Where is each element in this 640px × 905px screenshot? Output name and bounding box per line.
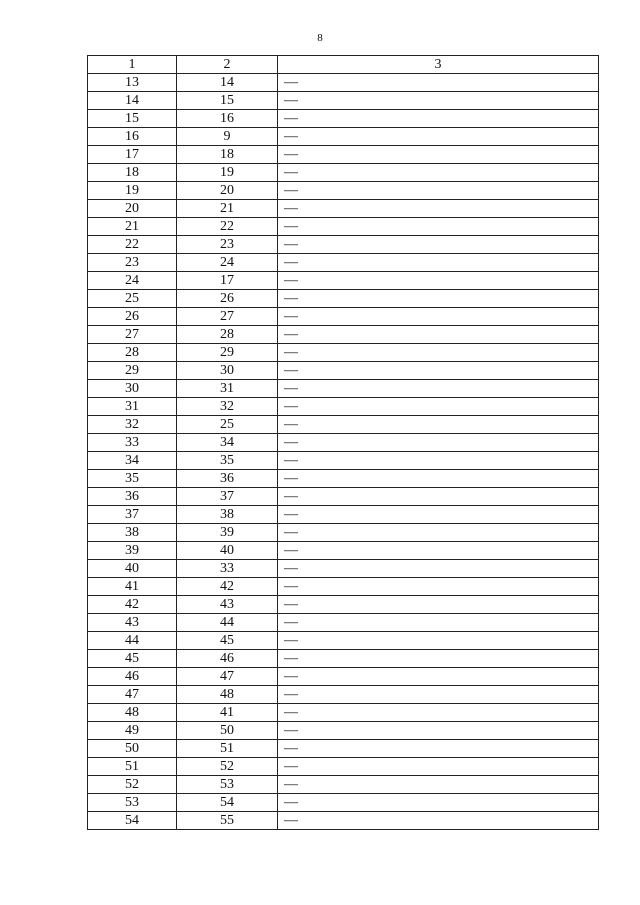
table-cell-col1: 34 [88,452,177,470]
column-header-2: 2 [177,56,278,74]
table-cell-col1: 35 [88,470,177,488]
table-cell-col1: 14 [88,92,177,110]
table-cell-col2: 53 [177,776,278,794]
table-row [88,524,599,542]
table-cell-col1: 48 [88,704,177,722]
table-cell-col2: 55 [177,812,278,830]
table-cell-col2: 19 [177,164,278,182]
table-cell-col2: 32 [177,398,278,416]
table-cell-col3: — [278,272,599,290]
table-row [88,362,599,380]
table-cell-col3: — [278,758,599,776]
table-cell-col1: 23 [88,254,177,272]
table-cell-col3: — [278,182,599,200]
table-cell-col1: 26 [88,308,177,326]
table-cell-col1: 32 [88,416,177,434]
table-row [88,254,599,272]
table-cell-col3: — [278,506,599,524]
table-cell-col2: 27 [177,308,278,326]
table-row [88,92,599,110]
table-cell-col1: 18 [88,164,177,182]
table-row [88,758,599,776]
table-cell-col1: 41 [88,578,177,596]
table-cell-col2: 52 [177,758,278,776]
table-cell-col3: — [278,110,599,128]
table-cell-col3: — [278,650,599,668]
table-row [88,794,599,812]
table-cell-col3: — [278,236,599,254]
table-cell-col2: 43 [177,596,278,614]
data-table [87,55,599,830]
table-cell-col2: 44 [177,614,278,632]
table-cell-col3: — [278,470,599,488]
table-cell-col2: 54 [177,794,278,812]
table-cell-col3: — [278,632,599,650]
table-cell-col2: 9 [177,128,278,146]
table-cell-col3: — [278,578,599,596]
table-cell-col2: 16 [177,110,278,128]
table-row [88,632,599,650]
table-row [88,110,599,128]
table-cell-col1: 16 [88,128,177,146]
table-row [88,182,599,200]
table-row [88,470,599,488]
table-row [88,272,599,290]
table-cell-col2: 39 [177,524,278,542]
table-cell-col2: 33 [177,560,278,578]
table-cell-col3: — [278,74,599,92]
table-cell-col1: 20 [88,200,177,218]
table-cell-col2: 41 [177,704,278,722]
table-row [88,434,599,452]
table-cell-col2: 46 [177,650,278,668]
table-cell-col3: — [278,722,599,740]
table-cell-col1: 19 [88,182,177,200]
table-row [88,290,599,308]
table-cell-col1: 49 [88,722,177,740]
table-cell-col2: 23 [177,236,278,254]
table-row [88,74,599,92]
table-cell-col2: 40 [177,542,278,560]
table-cell-col2: 15 [177,92,278,110]
table-row [88,416,599,434]
table-cell-col3: — [278,362,599,380]
table-cell-col3: — [278,92,599,110]
table-cell-col1: 21 [88,218,177,236]
table-cell-col1: 24 [88,272,177,290]
table-cell-col1: 52 [88,776,177,794]
table-cell-col1: 31 [88,398,177,416]
table-cell-col3: — [278,686,599,704]
table-cell-col2: 35 [177,452,278,470]
table-cell-col3: — [278,128,599,146]
table-cell-col2: 26 [177,290,278,308]
table-row [88,398,599,416]
table-cell-col2: 28 [177,326,278,344]
table-cell-col1: 38 [88,524,177,542]
table-cell-col3: — [278,704,599,722]
table-cell-col3: — [278,416,599,434]
table-cell-col3: — [278,326,599,344]
table-cell-col3: — [278,614,599,632]
table-cell-col2: 30 [177,362,278,380]
table-cell-col3: — [278,542,599,560]
table-row [88,506,599,524]
table-cell-col2: 50 [177,722,278,740]
page-number: 8 [317,32,323,44]
table-cell-col2: 34 [177,434,278,452]
table-cell-col3: — [278,812,599,830]
table-cell-col2: 18 [177,146,278,164]
table-row [88,542,599,560]
table-row [88,812,599,830]
table-cell-col2: 24 [177,254,278,272]
table-cell-col3: — [278,344,599,362]
table-cell-col2: 17 [177,272,278,290]
table-cell-col2: 42 [177,578,278,596]
table-cell-col2: 31 [177,380,278,398]
table-body [88,74,599,830]
table-cell-col1: 43 [88,614,177,632]
table-cell-col3: — [278,488,599,506]
table-cell-col3: — [278,200,599,218]
table-row [88,488,599,506]
table-cell-col1: 17 [88,146,177,164]
table-row [88,722,599,740]
table-cell-col1: 25 [88,290,177,308]
table-row [88,236,599,254]
table-cell-col3: — [278,164,599,182]
table-cell-col3: — [278,596,599,614]
table-cell-col1: 51 [88,758,177,776]
table-cell-col3: — [278,776,599,794]
table-row [88,596,599,614]
table-cell-col3: — [278,452,599,470]
table-cell-col1: 28 [88,344,177,362]
table-row [88,740,599,758]
table-cell-col1: 13 [88,74,177,92]
table-row [88,686,599,704]
table-cell-col2: 47 [177,668,278,686]
table-cell-col2: 51 [177,740,278,758]
table-cell-col2: 21 [177,200,278,218]
table-cell-col2: 22 [177,218,278,236]
table-cell-col3: — [278,380,599,398]
table-cell-col3: — [278,524,599,542]
column-header-3: 3 [278,56,599,74]
table-cell-col3: — [278,794,599,812]
table-cell-col1: 39 [88,542,177,560]
table-row [88,164,599,182]
table-row [88,380,599,398]
table-row [88,308,599,326]
table-cell-col2: 38 [177,506,278,524]
table-row [88,128,599,146]
table-cell-col3: — [278,560,599,578]
table-cell-col3: — [278,668,599,686]
table-cell-col3: — [278,254,599,272]
table-row [88,614,599,632]
table-cell-col1: 54 [88,812,177,830]
table-cell-col3: — [278,308,599,326]
table-row [88,668,599,686]
table-row [88,452,599,470]
table-cell-col1: 53 [88,794,177,812]
table-cell-col3: — [278,434,599,452]
table-cell-col1: 33 [88,434,177,452]
table-cell-col2: 29 [177,344,278,362]
table-cell-col2: 48 [177,686,278,704]
table-cell-col2: 45 [177,632,278,650]
table-cell-col2: 37 [177,488,278,506]
table-header-row [88,56,599,74]
table-cell-col1: 50 [88,740,177,758]
table-cell-col1: 42 [88,596,177,614]
table-cell-col2: 14 [177,74,278,92]
table-cell-col3: — [278,218,599,236]
table-cell-col1: 37 [88,506,177,524]
table-cell-col1: 47 [88,686,177,704]
table-cell-col1: 36 [88,488,177,506]
table-row [88,200,599,218]
table-cell-col1: 40 [88,560,177,578]
table-cell-col1: 22 [88,236,177,254]
table-row [88,578,599,596]
table-cell-col1: 30 [88,380,177,398]
table-cell-col2: 20 [177,182,278,200]
table-cell-col1: 44 [88,632,177,650]
table-row [88,650,599,668]
table-row [88,326,599,344]
table-row [88,344,599,362]
table-cell-col1: 46 [88,668,177,686]
table-cell-col3: — [278,740,599,758]
table-row [88,560,599,578]
table-cell-col1: 27 [88,326,177,344]
column-header-1: 1 [88,56,177,74]
table-cell-col3: — [278,398,599,416]
table-row [88,776,599,794]
table-cell-col3: — [278,146,599,164]
table-row [88,146,599,164]
table-cell-col1: 45 [88,650,177,668]
table-cell-col2: 36 [177,470,278,488]
table-row [88,218,599,236]
table-cell-col3: — [278,290,599,308]
table-row [88,704,599,722]
table-cell-col1: 15 [88,110,177,128]
table-cell-col1: 29 [88,362,177,380]
table-cell-col2: 25 [177,416,278,434]
